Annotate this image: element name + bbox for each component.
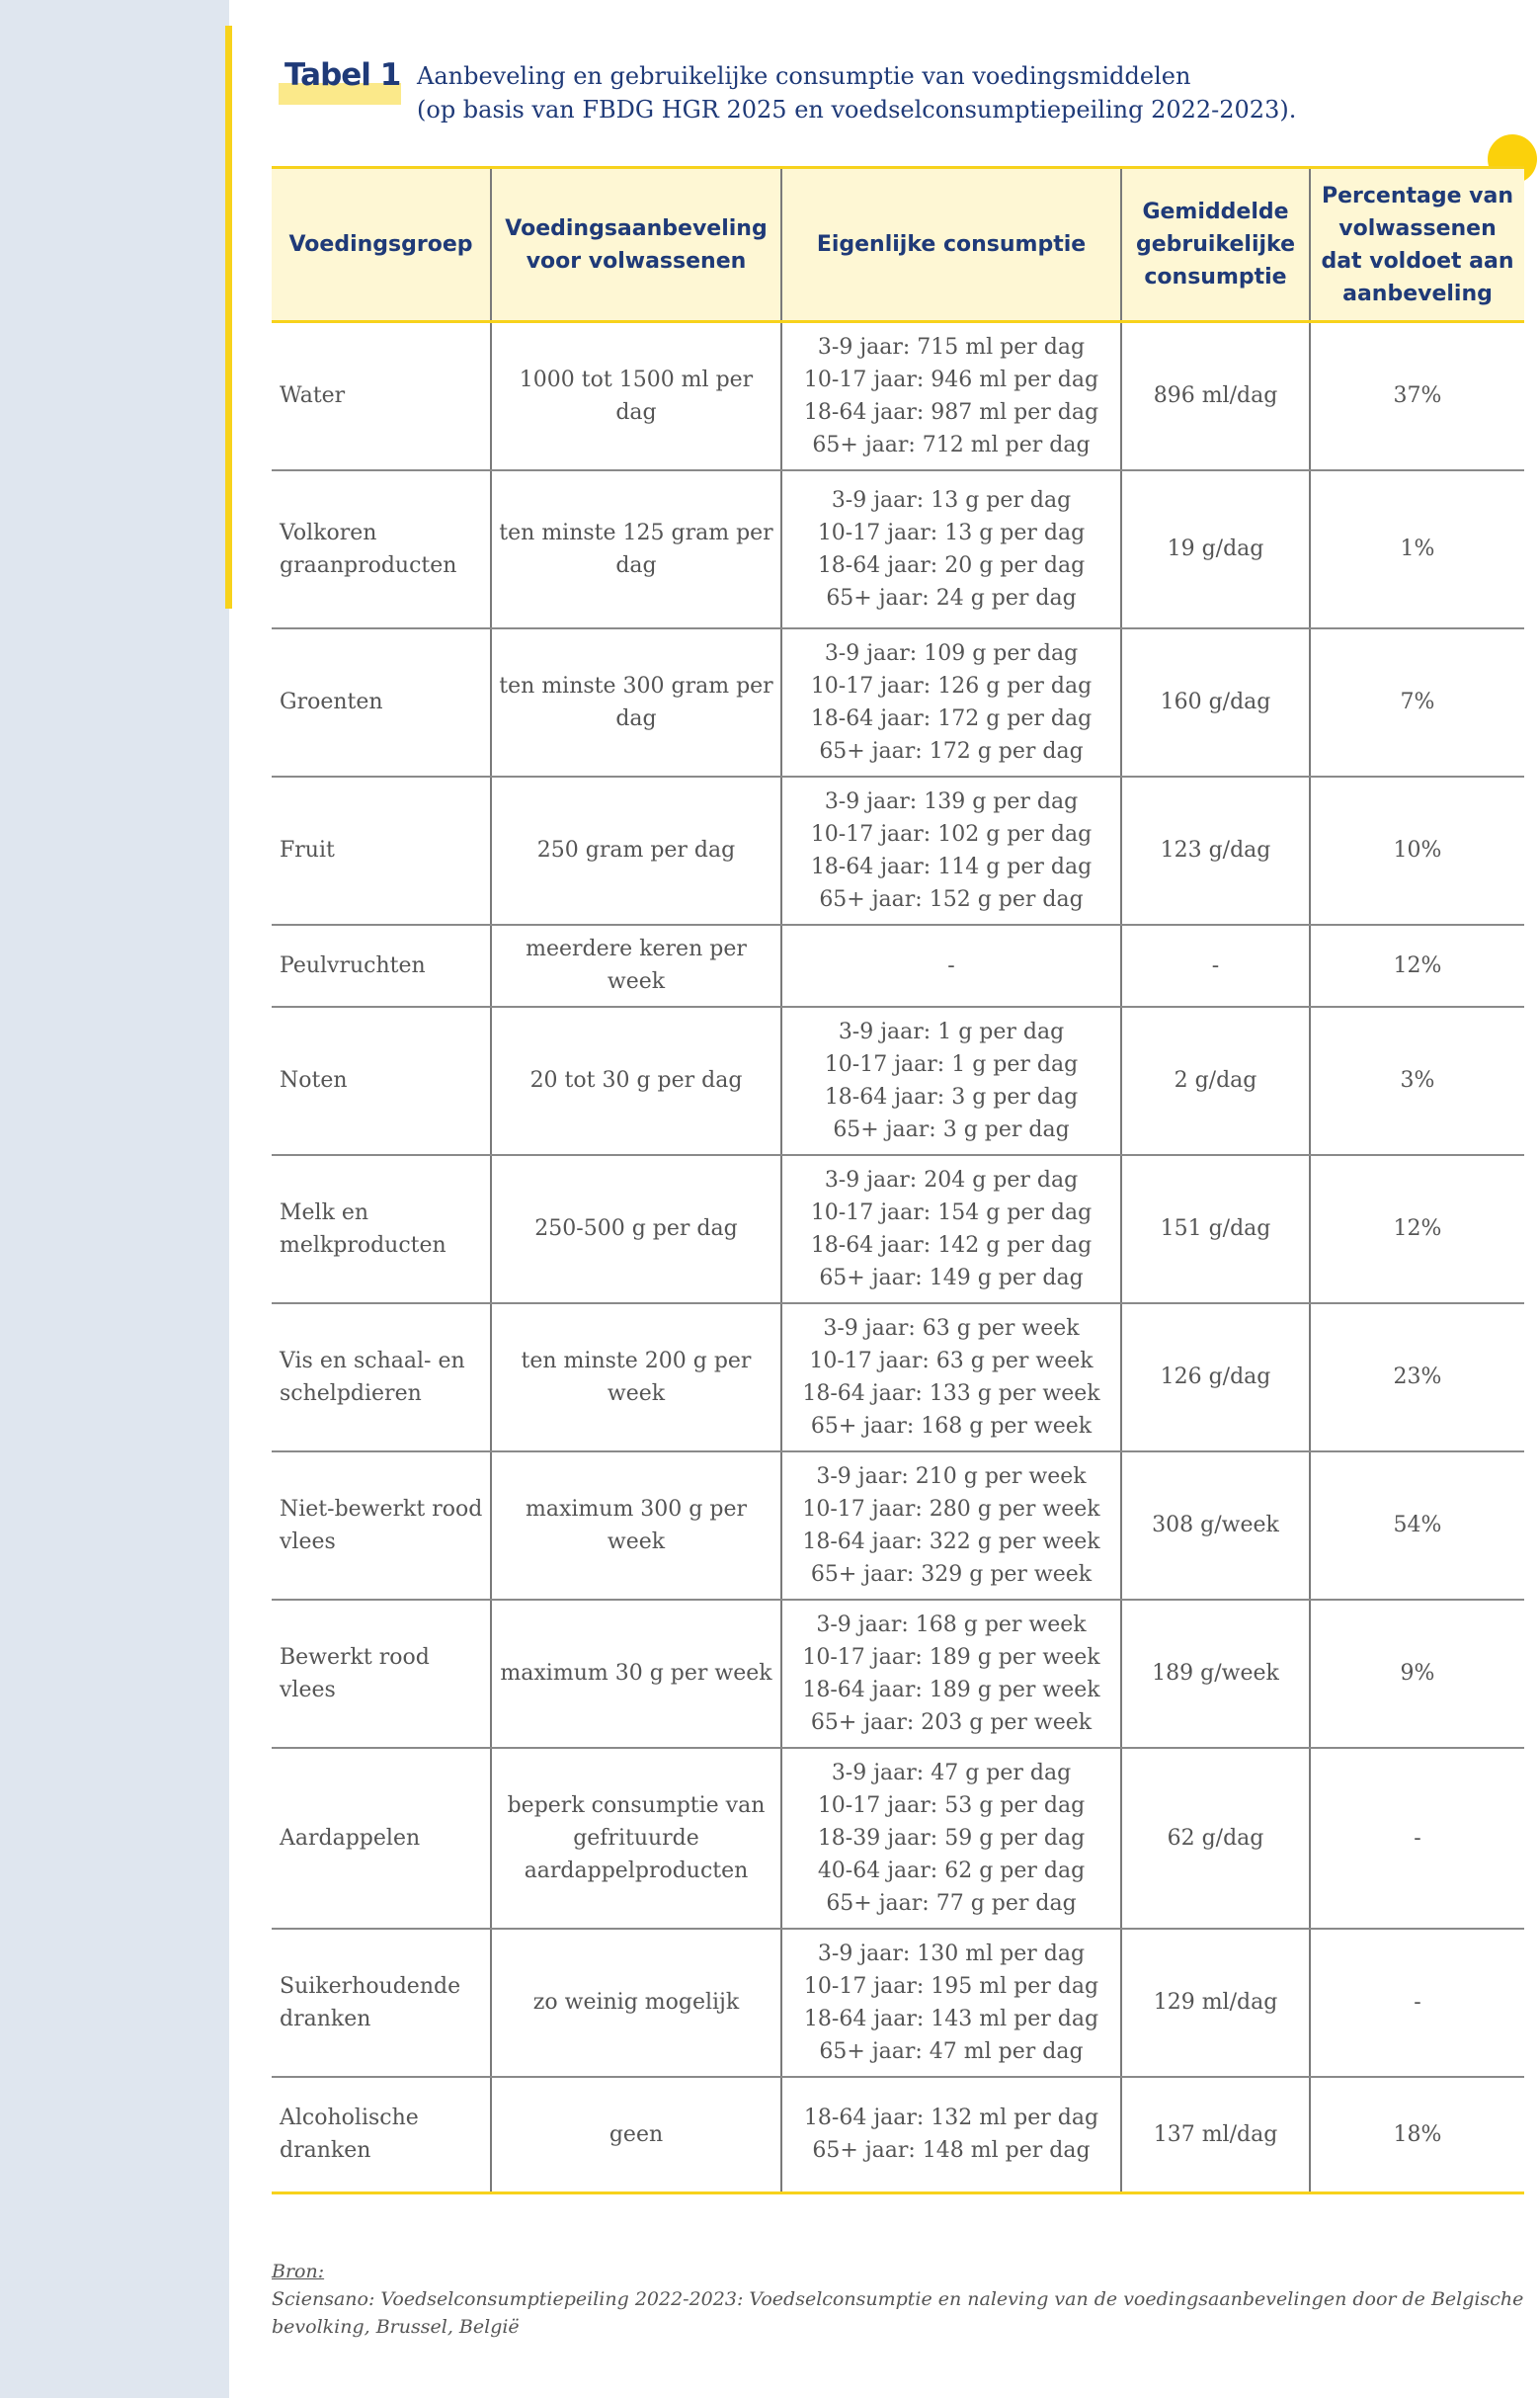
source-note	[272, 2258, 1526, 2341]
consumption-line: 65+ jaar: 148 ml per dag	[812, 2138, 1091, 2164]
cell-consumption	[781, 1303, 1121, 1451]
cell-percentage: 12%	[1310, 925, 1524, 1007]
table-badge	[279, 55, 401, 105]
cell-consumption	[781, 470, 1121, 628]
cell-recommendation: zo weinig mogelijk	[491, 1929, 781, 2077]
cell-percentage: 9%	[1310, 1600, 1524, 1748]
table-row	[272, 628, 1524, 777]
table-row	[272, 1451, 1524, 1600]
consumption-line: 18-64 jaar: 322 g per week	[802, 1529, 1100, 1554]
table-row	[272, 470, 1524, 628]
consumption-line: 10-17 jaar: 102 g per dag	[810, 821, 1093, 847]
consumption-line: 10-17 jaar: 280 g per week	[802, 1496, 1100, 1522]
consumption-line: 18-64 jaar: 114 g per dag	[810, 854, 1093, 879]
consumption-line: 3-9 jaar: 1 g per dag	[838, 1019, 1065, 1044]
cell-recommendation: 250-500 g per dag	[491, 1155, 781, 1303]
cell-consumption	[781, 925, 1121, 1007]
consumption-line: 18-64 jaar: 189 g per week	[802, 1677, 1100, 1702]
caption-text	[417, 59, 1503, 126]
consumption-line: 10-17 jaar: 189 g per week	[802, 1644, 1100, 1670]
consumption-line: 18-64 jaar: 132 ml per dag	[803, 2106, 1099, 2131]
cell-percentage: 23%	[1310, 1303, 1524, 1451]
consumption-line: 18-64 jaar: 133 g per week	[802, 1380, 1100, 1406]
cell-group: Niet-bewerkt rood vlees	[272, 1451, 491, 1600]
header-cell: Gemiddelde gebruikelijke consumptie	[1121, 168, 1310, 322]
accent-bar	[225, 26, 232, 609]
cell-consumption	[781, 1451, 1121, 1600]
cell-average: 126 g/dag	[1121, 1303, 1310, 1451]
cell-recommendation: ten minste 200 g per week	[491, 1303, 781, 1451]
table-header-row	[272, 168, 1524, 322]
cell-percentage: 54%	[1310, 1451, 1524, 1600]
consumption-line: 3-9 jaar: 109 g per dag	[824, 640, 1079, 666]
cell-group: Water	[272, 322, 491, 470]
cell-average: 19 g/dag	[1121, 470, 1310, 628]
header-cell: Eigenlijke consumptie	[781, 168, 1121, 322]
cell-consumption	[781, 322, 1121, 470]
table-row	[272, 1929, 1524, 2077]
cell-consumption	[781, 1929, 1121, 2077]
table-row	[272, 1600, 1524, 1748]
table-row	[272, 1303, 1524, 1451]
cell-percentage: -	[1310, 1929, 1524, 2077]
consumption-line: 18-64 jaar: 143 ml per dag	[803, 2006, 1099, 2031]
consumption-line: 10-17 jaar: 53 g per dag	[817, 1792, 1086, 1818]
cell-consumption	[781, 1748, 1121, 1929]
cell-recommendation: 1000 tot 1500 ml per dag	[491, 322, 781, 470]
consumption-line: 65+ jaar: 152 g per dag	[819, 886, 1084, 912]
consumption-line: 18-39 jaar: 59 g per dag	[817, 1825, 1086, 1851]
source-label: Bron:	[272, 2261, 325, 2282]
cell-recommendation: meerdere keren per week	[491, 925, 781, 1007]
consumption-line: 10-17 jaar: 1 g per dag	[824, 1051, 1079, 1077]
cell-average: 308 g/week	[1121, 1451, 1310, 1600]
consumption-line: 65+ jaar: 77 g per dag	[826, 1890, 1077, 1916]
cell-recommendation: 250 gram per dag	[491, 777, 781, 925]
cell-percentage: 10%	[1310, 777, 1524, 925]
cell-consumption	[781, 777, 1121, 925]
cell-recommendation: ten minste 300 gram per dag	[491, 628, 781, 777]
consumption-line: 3-9 jaar: 210 g per week	[816, 1463, 1087, 1489]
cell-percentage: 12%	[1310, 1155, 1524, 1303]
nutrition-table	[272, 166, 1524, 2194]
cell-group: Alcoholische dranken	[272, 2077, 491, 2193]
cell-recommendation: 20 tot 30 g per dag	[491, 1007, 781, 1155]
consumption-line: 65+ jaar: 168 g per week	[810, 1413, 1093, 1439]
caption-line-2: (op basis van FBDG HGR 2025 en voedselconsumptiepeiling 2022-2023).	[417, 96, 1297, 124]
cell-average: 129 ml/dag	[1121, 1929, 1310, 2077]
header-cell: Percentage van volwassenen dat voldoet aan aanbeveling	[1310, 168, 1524, 322]
cell-consumption	[781, 2077, 1121, 2193]
cell-average: 896 ml/dag	[1121, 322, 1310, 470]
consumption-line: 3-9 jaar: 168 g per week	[816, 1612, 1087, 1637]
cell-group: Volkoren graanproducten	[272, 470, 491, 628]
cell-percentage: 1%	[1310, 470, 1524, 628]
cell-group: Fruit	[272, 777, 491, 925]
cell-group: Suikerhoudende dranken	[272, 1929, 491, 2077]
cell-group: Aardappelen	[272, 1748, 491, 1929]
cell-consumption	[781, 1600, 1121, 1748]
cell-average: 62 g/dag	[1121, 1748, 1310, 1929]
consumption-line: 40-64 jaar: 62 g per dag	[817, 1858, 1086, 1883]
cell-average: -	[1121, 925, 1310, 1007]
consumption-line: 18-64 jaar: 172 g per dag	[810, 705, 1093, 731]
consumption-line: 65+ jaar: 172 g per dag	[819, 738, 1084, 764]
table-row	[272, 2077, 1524, 2193]
cell-recommendation: beperk consumptie van gefrituurde aardappelproducten	[491, 1748, 781, 1929]
consumption-line: 3-9 jaar: 204 g per dag	[824, 1167, 1079, 1193]
consumption-line: 10-17 jaar: 195 ml per dag	[803, 1973, 1099, 1999]
table-row	[272, 1748, 1524, 1929]
cell-average: 123 g/dag	[1121, 777, 1310, 925]
consumption-line: 3-9 jaar: 13 g per dag	[831, 487, 1072, 513]
cell-recommendation: maximum 300 g per week	[491, 1451, 781, 1600]
cell-recommendation: geen	[491, 2077, 781, 2193]
table-row	[272, 925, 1524, 1007]
cell-group: Groenten	[272, 628, 491, 777]
consumption-line: 65+ jaar: 712 ml per dag	[812, 432, 1091, 457]
consumption-line: 65+ jaar: 203 g per week	[810, 1709, 1093, 1735]
consumption-line: 3-9 jaar: 47 g per dag	[831, 1760, 1072, 1785]
cell-group: Peulvruchten	[272, 925, 491, 1007]
consumption-line: 10-17 jaar: 946 ml per dag	[803, 367, 1099, 392]
consumption-line: 18-64 jaar: 987 ml per dag	[803, 399, 1099, 425]
cell-consumption	[781, 628, 1121, 777]
consumption-line: -	[947, 952, 955, 978]
cell-average: 189 g/week	[1121, 1600, 1310, 1748]
cell-average: 160 g/dag	[1121, 628, 1310, 777]
consumption-line: 3-9 jaar: 139 g per dag	[824, 788, 1079, 814]
cell-consumption	[781, 1007, 1121, 1155]
cell-recommendation: ten minste 125 gram per dag	[491, 470, 781, 628]
cell-percentage: 3%	[1310, 1007, 1524, 1155]
consumption-line: 10-17 jaar: 154 g per dag	[810, 1199, 1093, 1225]
consumption-line: 18-64 jaar: 20 g per dag	[817, 552, 1086, 578]
cell-average: 151 g/dag	[1121, 1155, 1310, 1303]
cell-percentage: -	[1310, 1748, 1524, 1929]
cell-group: Bewerkt rood vlees	[272, 1600, 491, 1748]
consumption-line: 65+ jaar: 329 g per week	[810, 1561, 1093, 1587]
consumption-line: 65+ jaar: 3 g per dag	[833, 1116, 1070, 1142]
consumption-line: 18-64 jaar: 142 g per dag	[810, 1232, 1093, 1258]
consumption-line: 10-17 jaar: 126 g per dag	[810, 673, 1093, 699]
consumption-line: 3-9 jaar: 63 g per week	[823, 1315, 1080, 1341]
consumption-line: 65+ jaar: 149 g per dag	[819, 1265, 1084, 1290]
consumption-line: 10-17 jaar: 13 g per dag	[817, 520, 1086, 545]
badge-label: Tabel 1	[284, 57, 401, 93]
consumption-line: 3-9 jaar: 715 ml per dag	[817, 334, 1086, 360]
table-row	[272, 1007, 1524, 1155]
cell-consumption	[781, 1155, 1121, 1303]
source-text: Sciensano: Voedselconsumptiepeiling 2022-2023: Voedselconsumptie en naleving van de voedingsaanbevelingen door de Belgische bevolking, Brussel, België	[272, 2288, 1524, 2338]
consumption-line: 10-17 jaar: 63 g per week	[809, 1348, 1094, 1373]
table-row	[272, 322, 1524, 470]
side-band	[0, 0, 229, 2398]
consumption-line: 3-9 jaar: 130 ml per dag	[817, 1941, 1086, 1966]
cell-average: 137 ml/dag	[1121, 2077, 1310, 2193]
caption-line-1: Aanbeveling en gebruikelijke consumptie van voedingsmiddelen	[417, 62, 1191, 90]
consumption-line: 65+ jaar: 47 ml per dag	[819, 2038, 1084, 2064]
cell-group: Melk en melkproducten	[272, 1155, 491, 1303]
table-row	[272, 1155, 1524, 1303]
cell-percentage: 18%	[1310, 2077, 1524, 2193]
cell-group: Vis en schaal- en schelpdieren	[272, 1303, 491, 1451]
cell-percentage: 7%	[1310, 628, 1524, 777]
header-cell: Voedingsaanbeveling voor volwassenen	[491, 168, 781, 322]
cell-recommendation: maximum 30 g per week	[491, 1600, 781, 1748]
cell-percentage: 37%	[1310, 322, 1524, 470]
cell-group: Noten	[272, 1007, 491, 1155]
table-row	[272, 777, 1524, 925]
cell-average: 2 g/dag	[1121, 1007, 1310, 1155]
consumption-line: 65+ jaar: 24 g per dag	[826, 585, 1077, 611]
header-cell: Voedingsgroep	[272, 168, 491, 322]
consumption-line: 18-64 jaar: 3 g per dag	[824, 1084, 1079, 1110]
